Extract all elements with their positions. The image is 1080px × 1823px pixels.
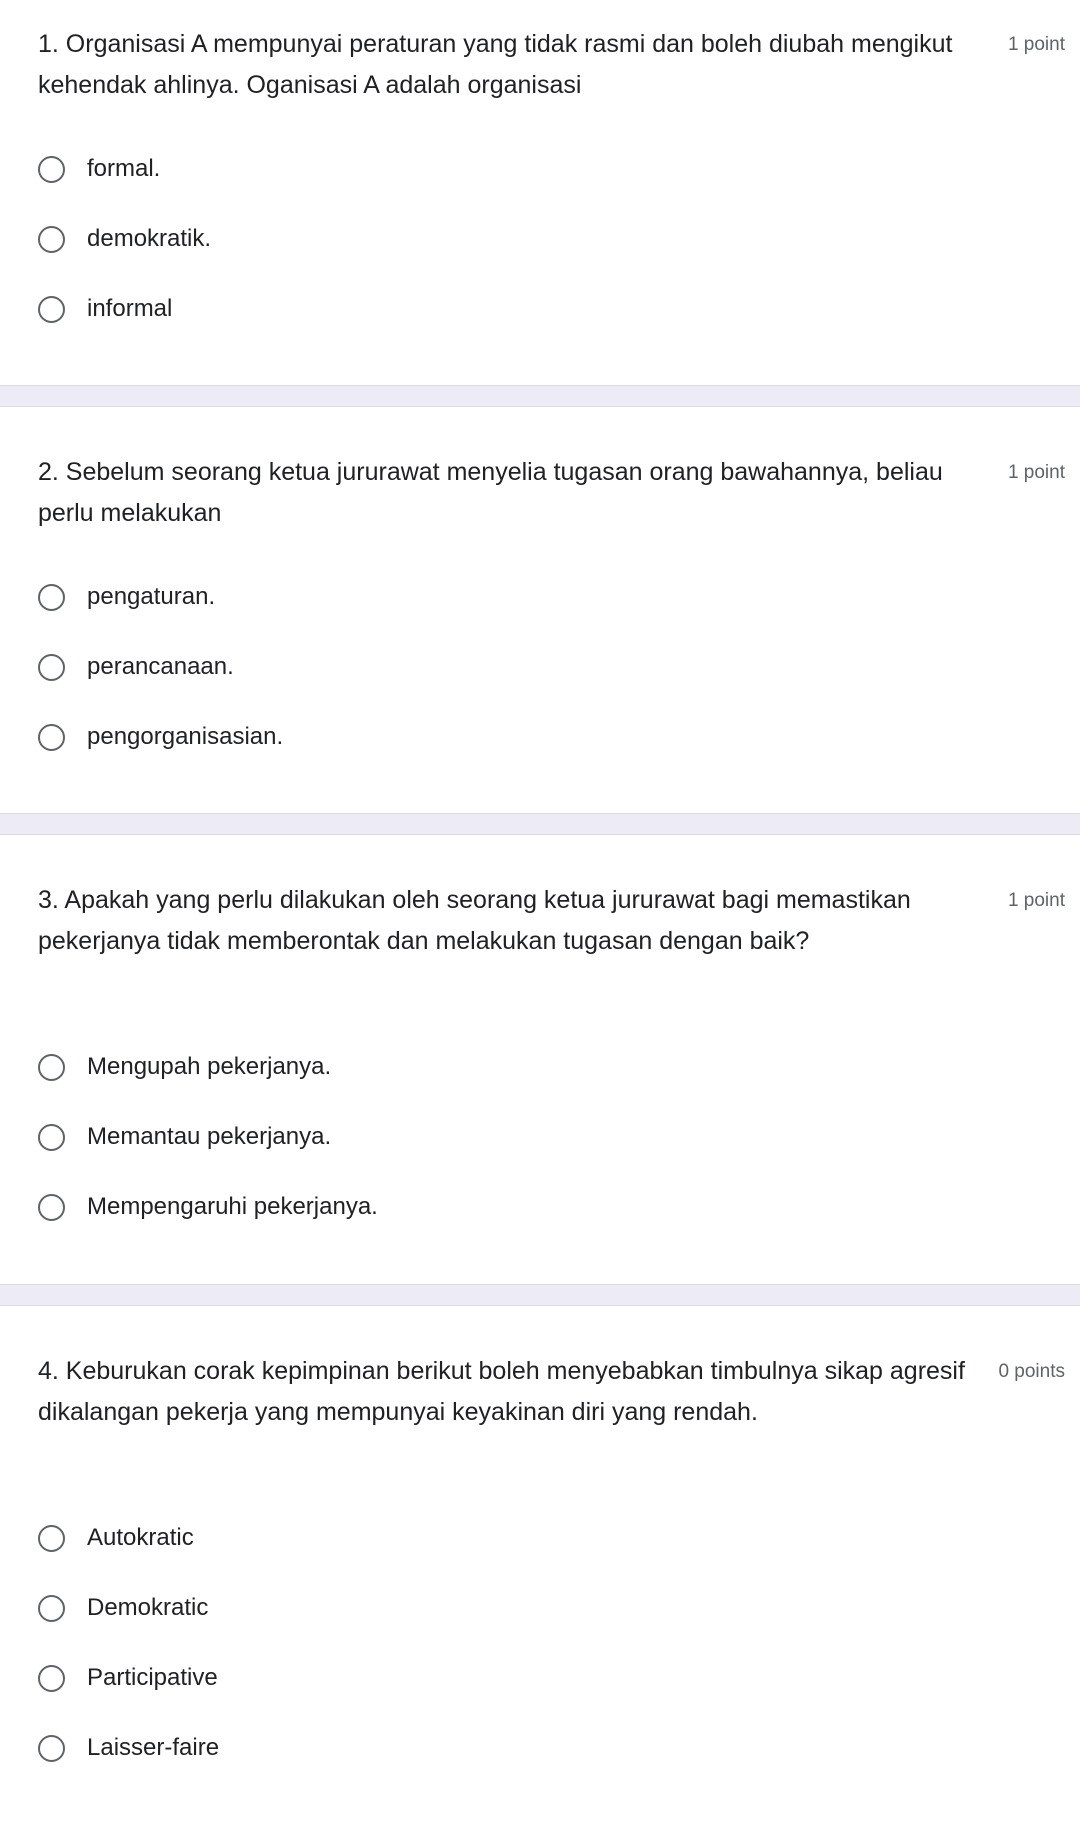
question-title xyxy=(38,452,998,534)
question-title xyxy=(38,880,998,962)
option-label: pengaturan. xyxy=(87,583,216,610)
option-label: Memantau pekerjanya. xyxy=(87,1123,332,1150)
question-card xyxy=(0,407,1080,813)
option-label: demokratik. xyxy=(87,225,212,252)
option-label: Demokratic xyxy=(87,1594,209,1621)
points-label: 1 point xyxy=(1007,890,1065,911)
question-card xyxy=(0,0,1080,385)
radio-button[interactable] xyxy=(38,724,65,751)
question-card xyxy=(0,835,1080,1284)
radio-option[interactable] xyxy=(38,1656,218,1700)
radio-option[interactable] xyxy=(38,645,234,689)
card-separator xyxy=(0,813,1080,835)
question-text: 2. Sebelum seorang ketua jururawat menyelia tugasan orang bawahannya, beliau perlu melakukan xyxy=(38,458,943,527)
points-label: 1 point xyxy=(1007,462,1065,483)
question-title xyxy=(38,24,998,106)
card-separator xyxy=(0,1284,1080,1306)
points-label: 1 point xyxy=(1007,34,1065,55)
points-label: 0 points xyxy=(998,1361,1065,1382)
radio-option[interactable] xyxy=(38,287,172,331)
radio-button[interactable] xyxy=(38,1194,65,1221)
radio-option[interactable] xyxy=(38,217,211,261)
radio-option[interactable] xyxy=(38,1516,194,1560)
radio-button[interactable] xyxy=(38,1124,65,1151)
radio-button[interactable] xyxy=(38,226,65,253)
radio-option[interactable] xyxy=(38,1185,378,1229)
radio-option[interactable] xyxy=(38,1115,331,1159)
question-text: 1. Organisasi A mempunyai peraturan yang tidak rasmi dan boleh diubah mengikut kehendak ahlinya. Oganisasi A adalah organisasi xyxy=(38,30,953,99)
radio-option[interactable] xyxy=(38,715,283,759)
radio-button[interactable] xyxy=(38,1735,65,1762)
radio-button[interactable] xyxy=(38,1525,65,1552)
radio-button[interactable] xyxy=(38,156,65,183)
radio-button[interactable] xyxy=(38,654,65,681)
option-label: Laisser-faire xyxy=(87,1734,220,1761)
radio-option[interactable] xyxy=(38,1726,219,1770)
option-label: pengorganisasian. xyxy=(87,723,284,750)
option-label: Mengupah pekerjanya. xyxy=(87,1053,332,1080)
question-text: 4. Keburukan corak kepimpinan berikut boleh menyebabkan timbulnya sikap agresif dikalangan pekerja yang mempunyai keyakinan diri yang rendah. xyxy=(38,1357,965,1426)
radio-option[interactable] xyxy=(38,575,215,619)
option-label: Mempengaruhi pekerjanya. xyxy=(87,1193,378,1220)
radio-option[interactable] xyxy=(38,1586,208,1630)
option-label: informal xyxy=(87,295,173,322)
option-label: Participative xyxy=(87,1664,218,1691)
radio-option[interactable] xyxy=(38,1045,331,1089)
card-separator xyxy=(0,385,1080,407)
question-card xyxy=(0,1306,1080,1823)
option-label: perancanaan. xyxy=(87,653,234,680)
radio-button[interactable] xyxy=(38,1665,65,1692)
radio-option[interactable] xyxy=(38,147,160,191)
radio-button[interactable] xyxy=(38,584,65,611)
radio-button[interactable] xyxy=(38,1054,65,1081)
radio-button[interactable] xyxy=(38,296,65,323)
option-label: Autokratic xyxy=(87,1524,194,1551)
option-label: formal. xyxy=(87,155,161,182)
radio-button[interactable] xyxy=(38,1595,65,1622)
question-title xyxy=(38,1351,998,1433)
question-text: 3. Apakah yang perlu dilakukan oleh seorang ketua jururawat bagi memastikan pekerjanya tidak memberontak dan melakukan tugasan dengan baik? xyxy=(38,886,911,955)
